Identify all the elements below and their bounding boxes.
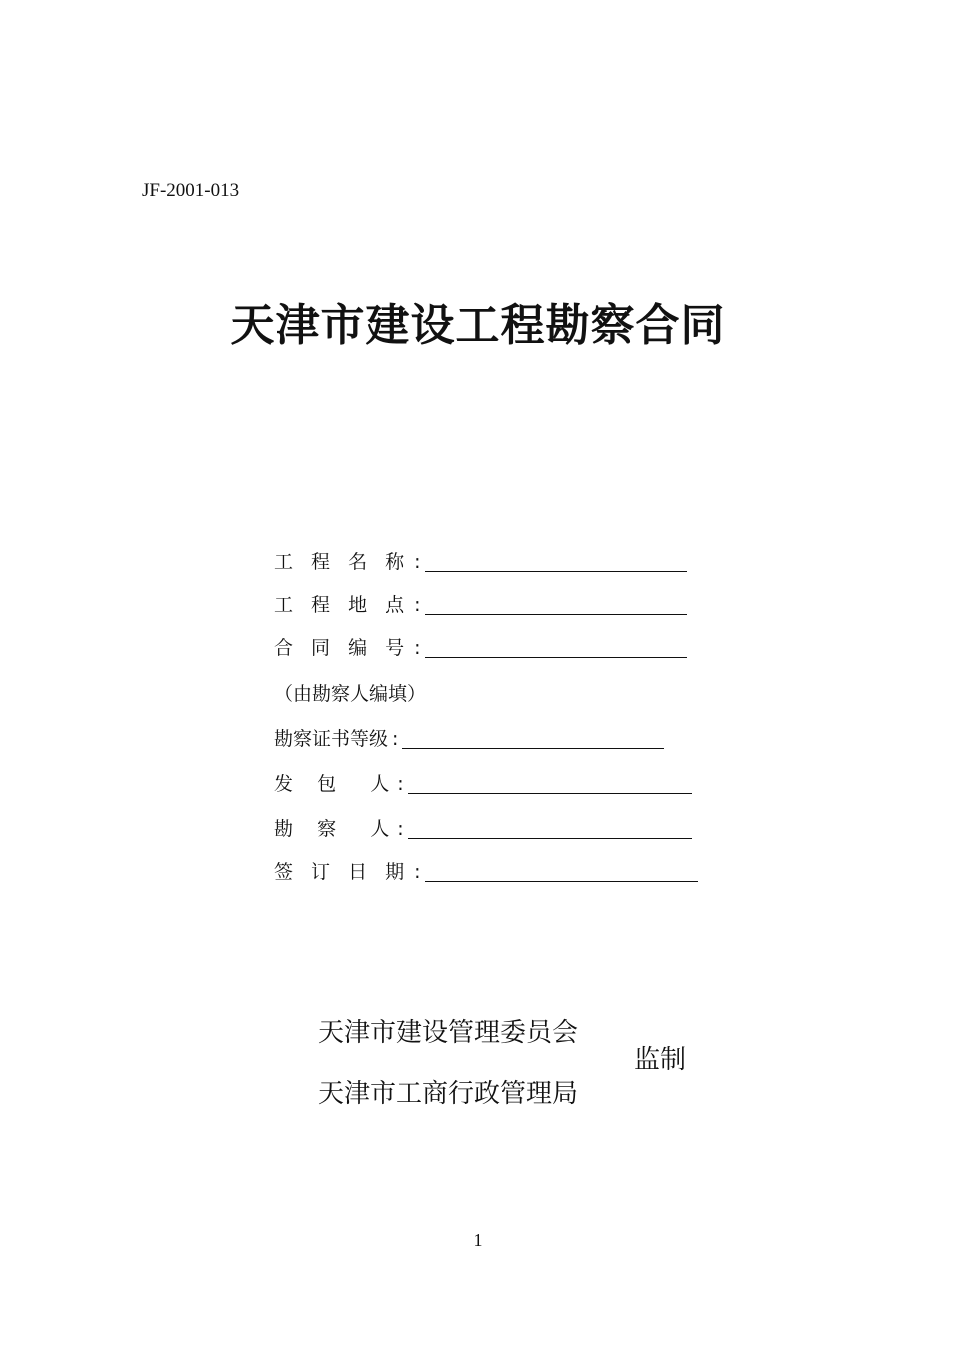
- field-label: 勘察证书等级: [274, 728, 389, 750]
- field-label: 签 订 日 期: [274, 861, 411, 883]
- fill-in-line[interactable]: [425, 596, 687, 615]
- field-colon: :: [414, 594, 421, 616]
- field-client: [274, 772, 692, 796]
- fill-in-line[interactable]: [408, 820, 692, 839]
- field-contract-number: [274, 636, 687, 660]
- fill-in-line[interactable]: [408, 775, 692, 794]
- page-number: 1: [473, 1230, 483, 1250]
- field-colon: :: [414, 551, 421, 573]
- document-title: 天津市建设工程勘察合同: [230, 300, 726, 351]
- field-project-location: [274, 593, 687, 617]
- fill-in-line[interactable]: [425, 553, 687, 572]
- field-signing-date: [274, 860, 698, 884]
- field-colon: :: [397, 773, 404, 795]
- field-label: 工 程 名 称: [274, 551, 411, 573]
- supervise-label: 监制: [634, 1045, 687, 1075]
- issuer-construction-committee: 天津市建设管理委员会: [318, 1018, 579, 1048]
- field-colon: :: [414, 637, 421, 659]
- field-surveyor: [274, 817, 692, 841]
- field-colon: :: [414, 861, 421, 883]
- field-project-name: [274, 550, 687, 574]
- field-label: 发 包 人: [274, 773, 394, 795]
- field-label: 工 程 地 点: [274, 594, 411, 616]
- field-label: 勘 察 人: [274, 818, 394, 840]
- field-label: 合 同 编 号: [274, 637, 411, 659]
- field-colon: :: [392, 728, 399, 750]
- field-colon: :: [397, 818, 404, 840]
- field-certificate-grade: [274, 727, 664, 751]
- issuer-industry-commerce-bureau: 天津市工商行政管理局: [318, 1079, 579, 1109]
- contract-number-note: （由勘察人编填）: [274, 683, 427, 705]
- fill-in-line[interactable]: [402, 730, 664, 749]
- document-code: JF-2001-013: [142, 180, 240, 201]
- fill-in-line[interactable]: [425, 639, 687, 658]
- fill-in-line[interactable]: [425, 863, 698, 882]
